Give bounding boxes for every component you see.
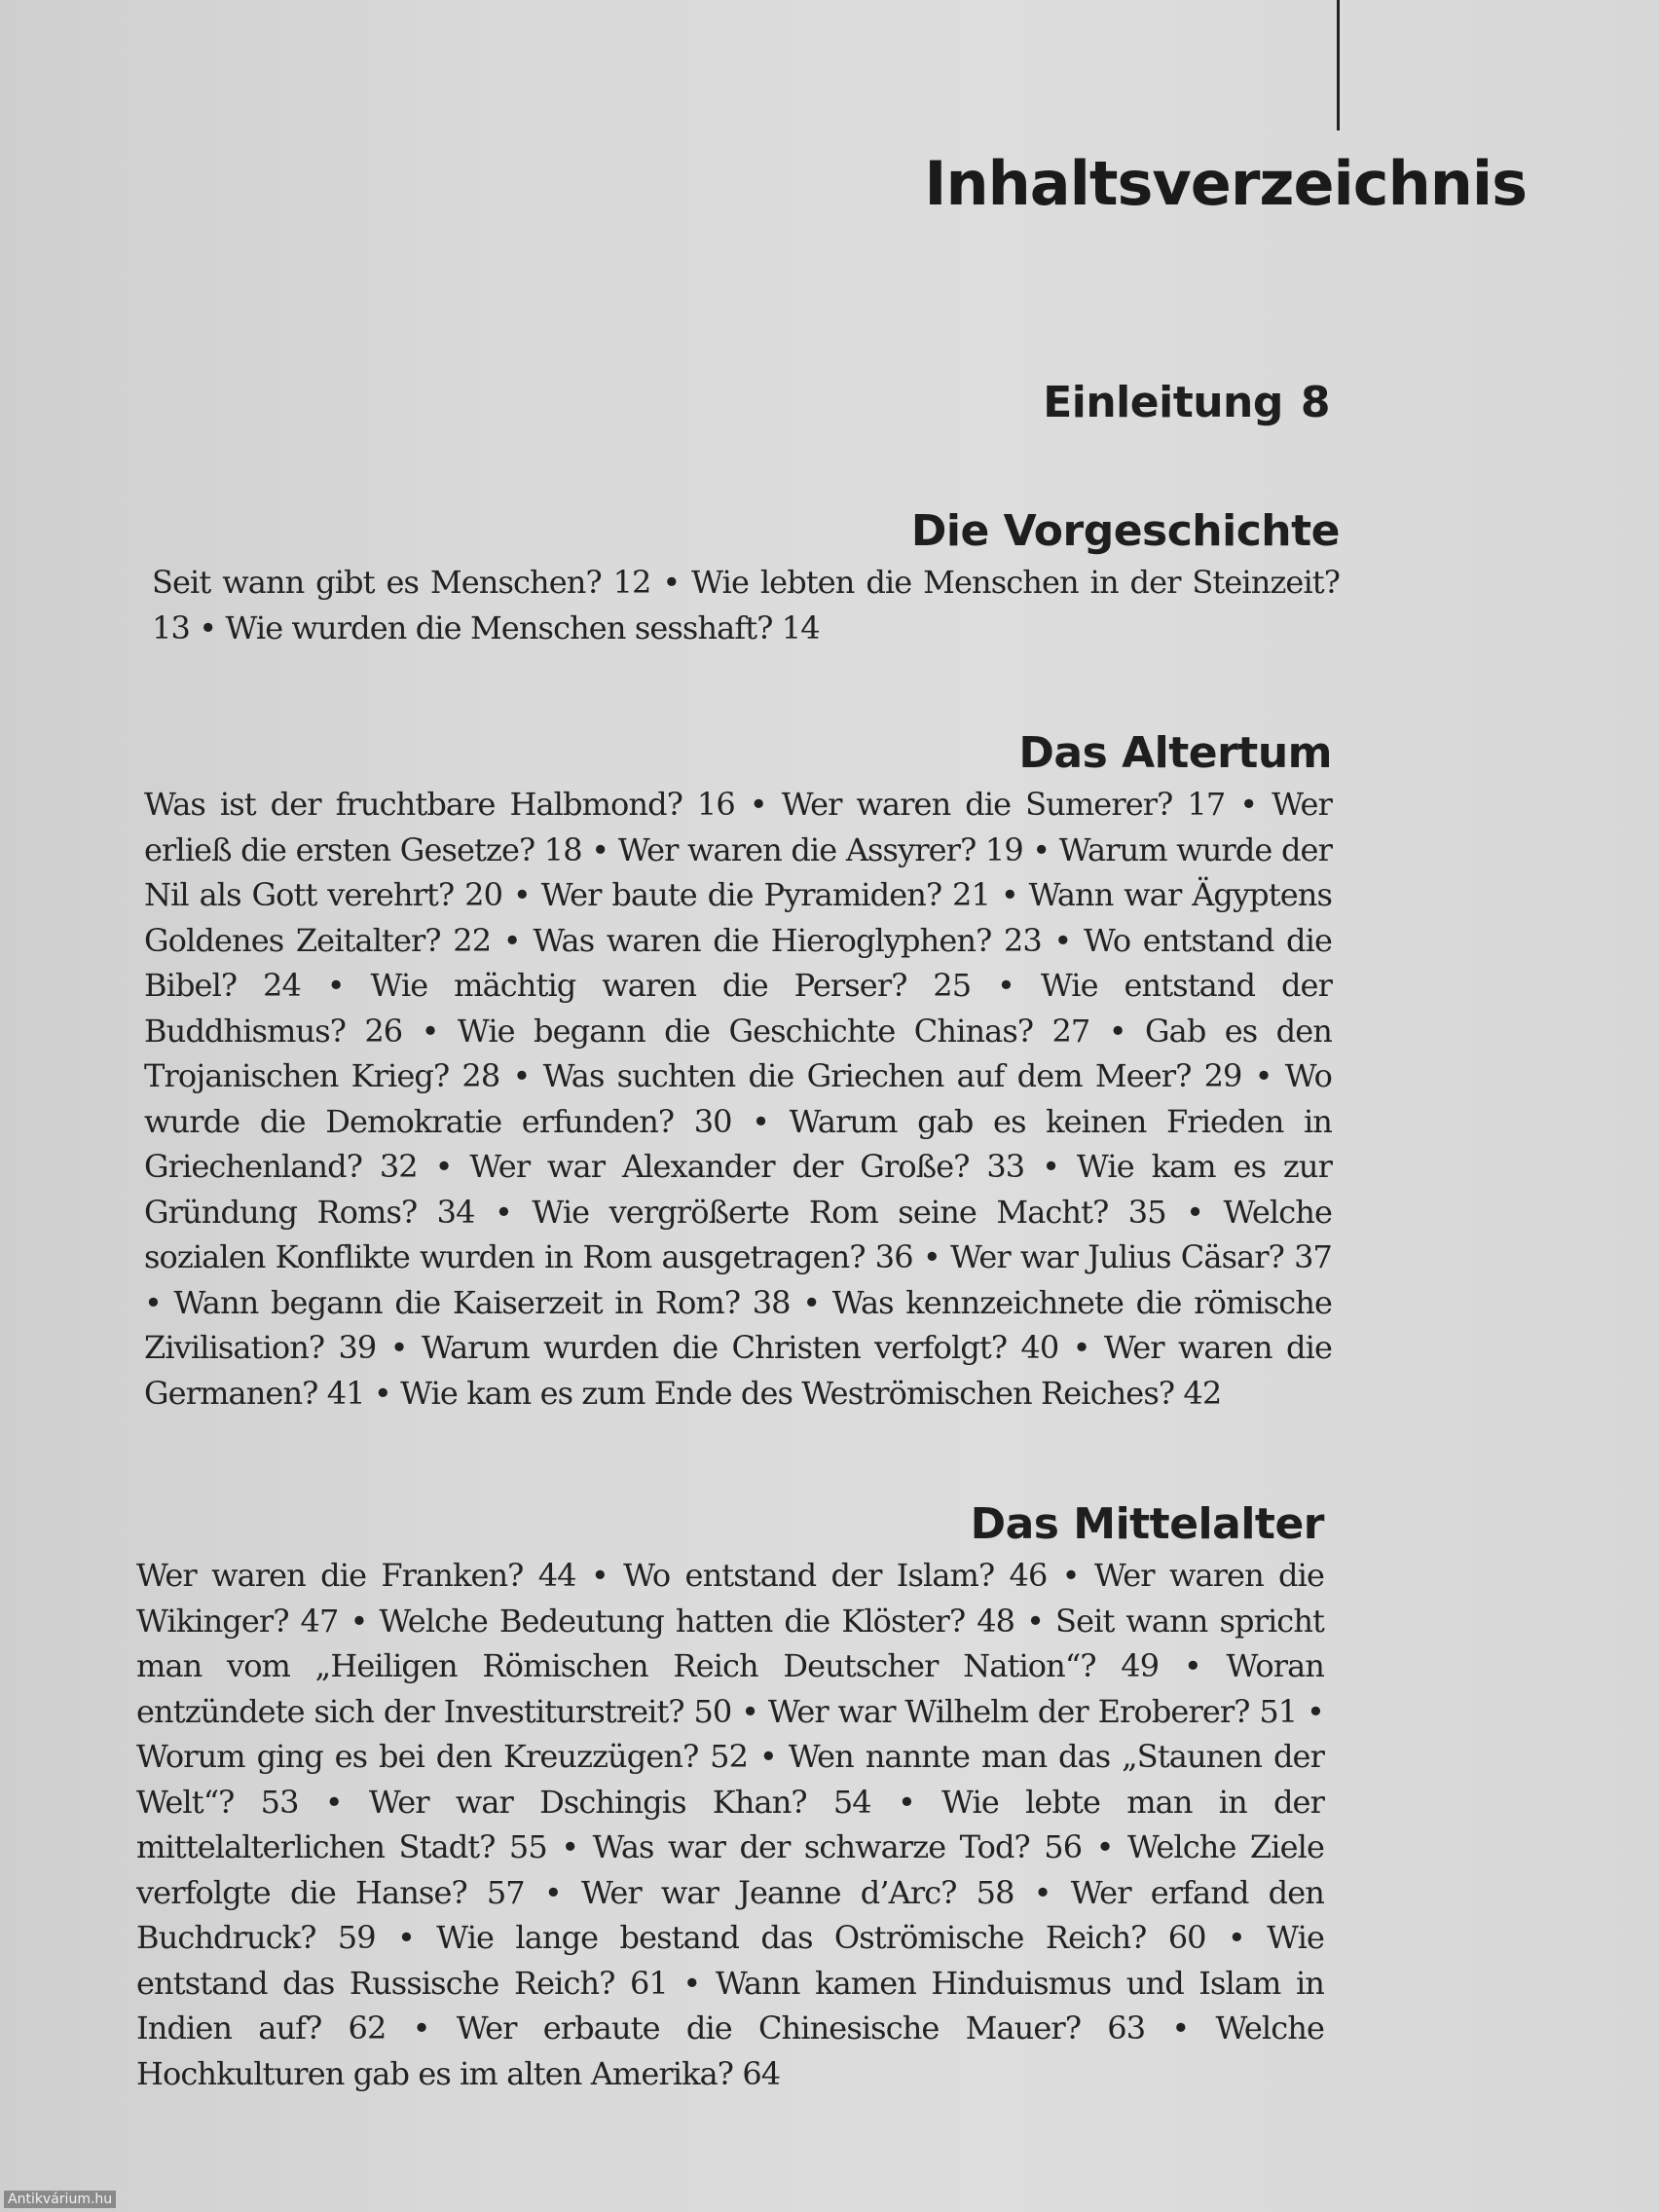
intro-page-number: 8: [1300, 378, 1330, 427]
intro-entry: [1043, 378, 1330, 427]
section-altertum: [144, 728, 1332, 1416]
section-entries: Seit wann gibt es Menschen? 12 • Wie lebten die Menschen in der Steinzeit? 13 • Wie wurden die Menschen sesshaft? 14: [152, 564, 1340, 646]
section-entries: Was ist der fruchtbare Halbmond? 16 • Wer waren die Sumerer? 17 • Wer erließ die ersten Gesetze? 18 • Wer waren die Assyrer? 19 • Warum wurde der Nil als Gott verehrt? 20 • Wer baute die Pyramiden? 21 • Wann war Ägyptens Goldenes Zeitalter? 22 • Was waren die Hieroglyphen? 23 • Wo entstand die Bibel? 24 • Wie mächtig waren die Perser? 25 • Wie entstand der Buddhismus? 26 • Wie begann die Geschichte Chinas? 27 • Gab es den Trojanischen Krieg? 28 • Was suchten die Griechen auf dem Meer? 29 • Wo wurde die Demokratie erfunden? 30 • Warum gab es keinen Frieden in Griechenland? 32 • Wer war Alexander der Große? 33 • Wie kam es zur Gründung Roms? 34 • Wie vergrößerte Rom seine Macht? 35 • Welche sozialen Konflikte wurden in Rom ausgetragen? 36 • Wer war Julius Cäsar? 37 • Wann begann die Kaiserzeit in Rom? 38 • Was kennzeichnete die römische Zivilisation? 39 • Warum wurden die Christen verfolgt? 40 • Wer waren die Germanen? 41 • Wie kam es zum Ende des Weströmischen Reiches? 42: [144, 786, 1332, 1412]
section-heading: Das Altertum: [1018, 728, 1332, 778]
section-mittelalter: [136, 1499, 1324, 2096]
section-heading: Das Mittelalter: [970, 1499, 1324, 1549]
watermark: Antikvárium.hu: [4, 2191, 116, 2208]
page-title: Inhaltsverzeichnis: [924, 148, 1527, 219]
section-vorgeschichte: [152, 506, 1340, 650]
intro-label: Einleitung: [1043, 378, 1283, 427]
section-entries: Wer waren die Franken? 44 • Wo entstand der Islam? 46 • Wer waren die Wikinger? 47 • Welche Bedeutung hatten die Klöster? 48 • Seit wann spricht man vom „Heiligen Römischen Reich Deutscher Nation“? 49 • Woran entzündete sich der Investiturstreit? 50 • Wer war Wilhelm der Eroberer? 51 • Worum ging es bei den Kreuzzügen? 52 • Wen nannte man das „Staunen der Welt“? 53 • Wer war Dschingis Khan? 54 • Wie lebte man in der mittelalterlichen Stadt? 55 • Was war der schwarze Tod? 56 • Welche Ziele verfolgte die Hanse? 57 • Wer war Jeanne d’Arc? 58 • Wer erfand den Buchdruck? 59 • Wie lange bestand das Oströmische Reich? 60 • Wie entstand das Russische Reich? 61 • Wann kamen Hinduismus und Islam in Indien auf? 62 • Wer erbaute die Chinesische Mauer? 63 • Welche Hochkulturen gab es im alten Amerika? 64: [136, 1557, 1324, 2092]
vertical-rule: [1337, 0, 1340, 130]
section-heading: Die Vorgeschichte: [910, 506, 1340, 556]
